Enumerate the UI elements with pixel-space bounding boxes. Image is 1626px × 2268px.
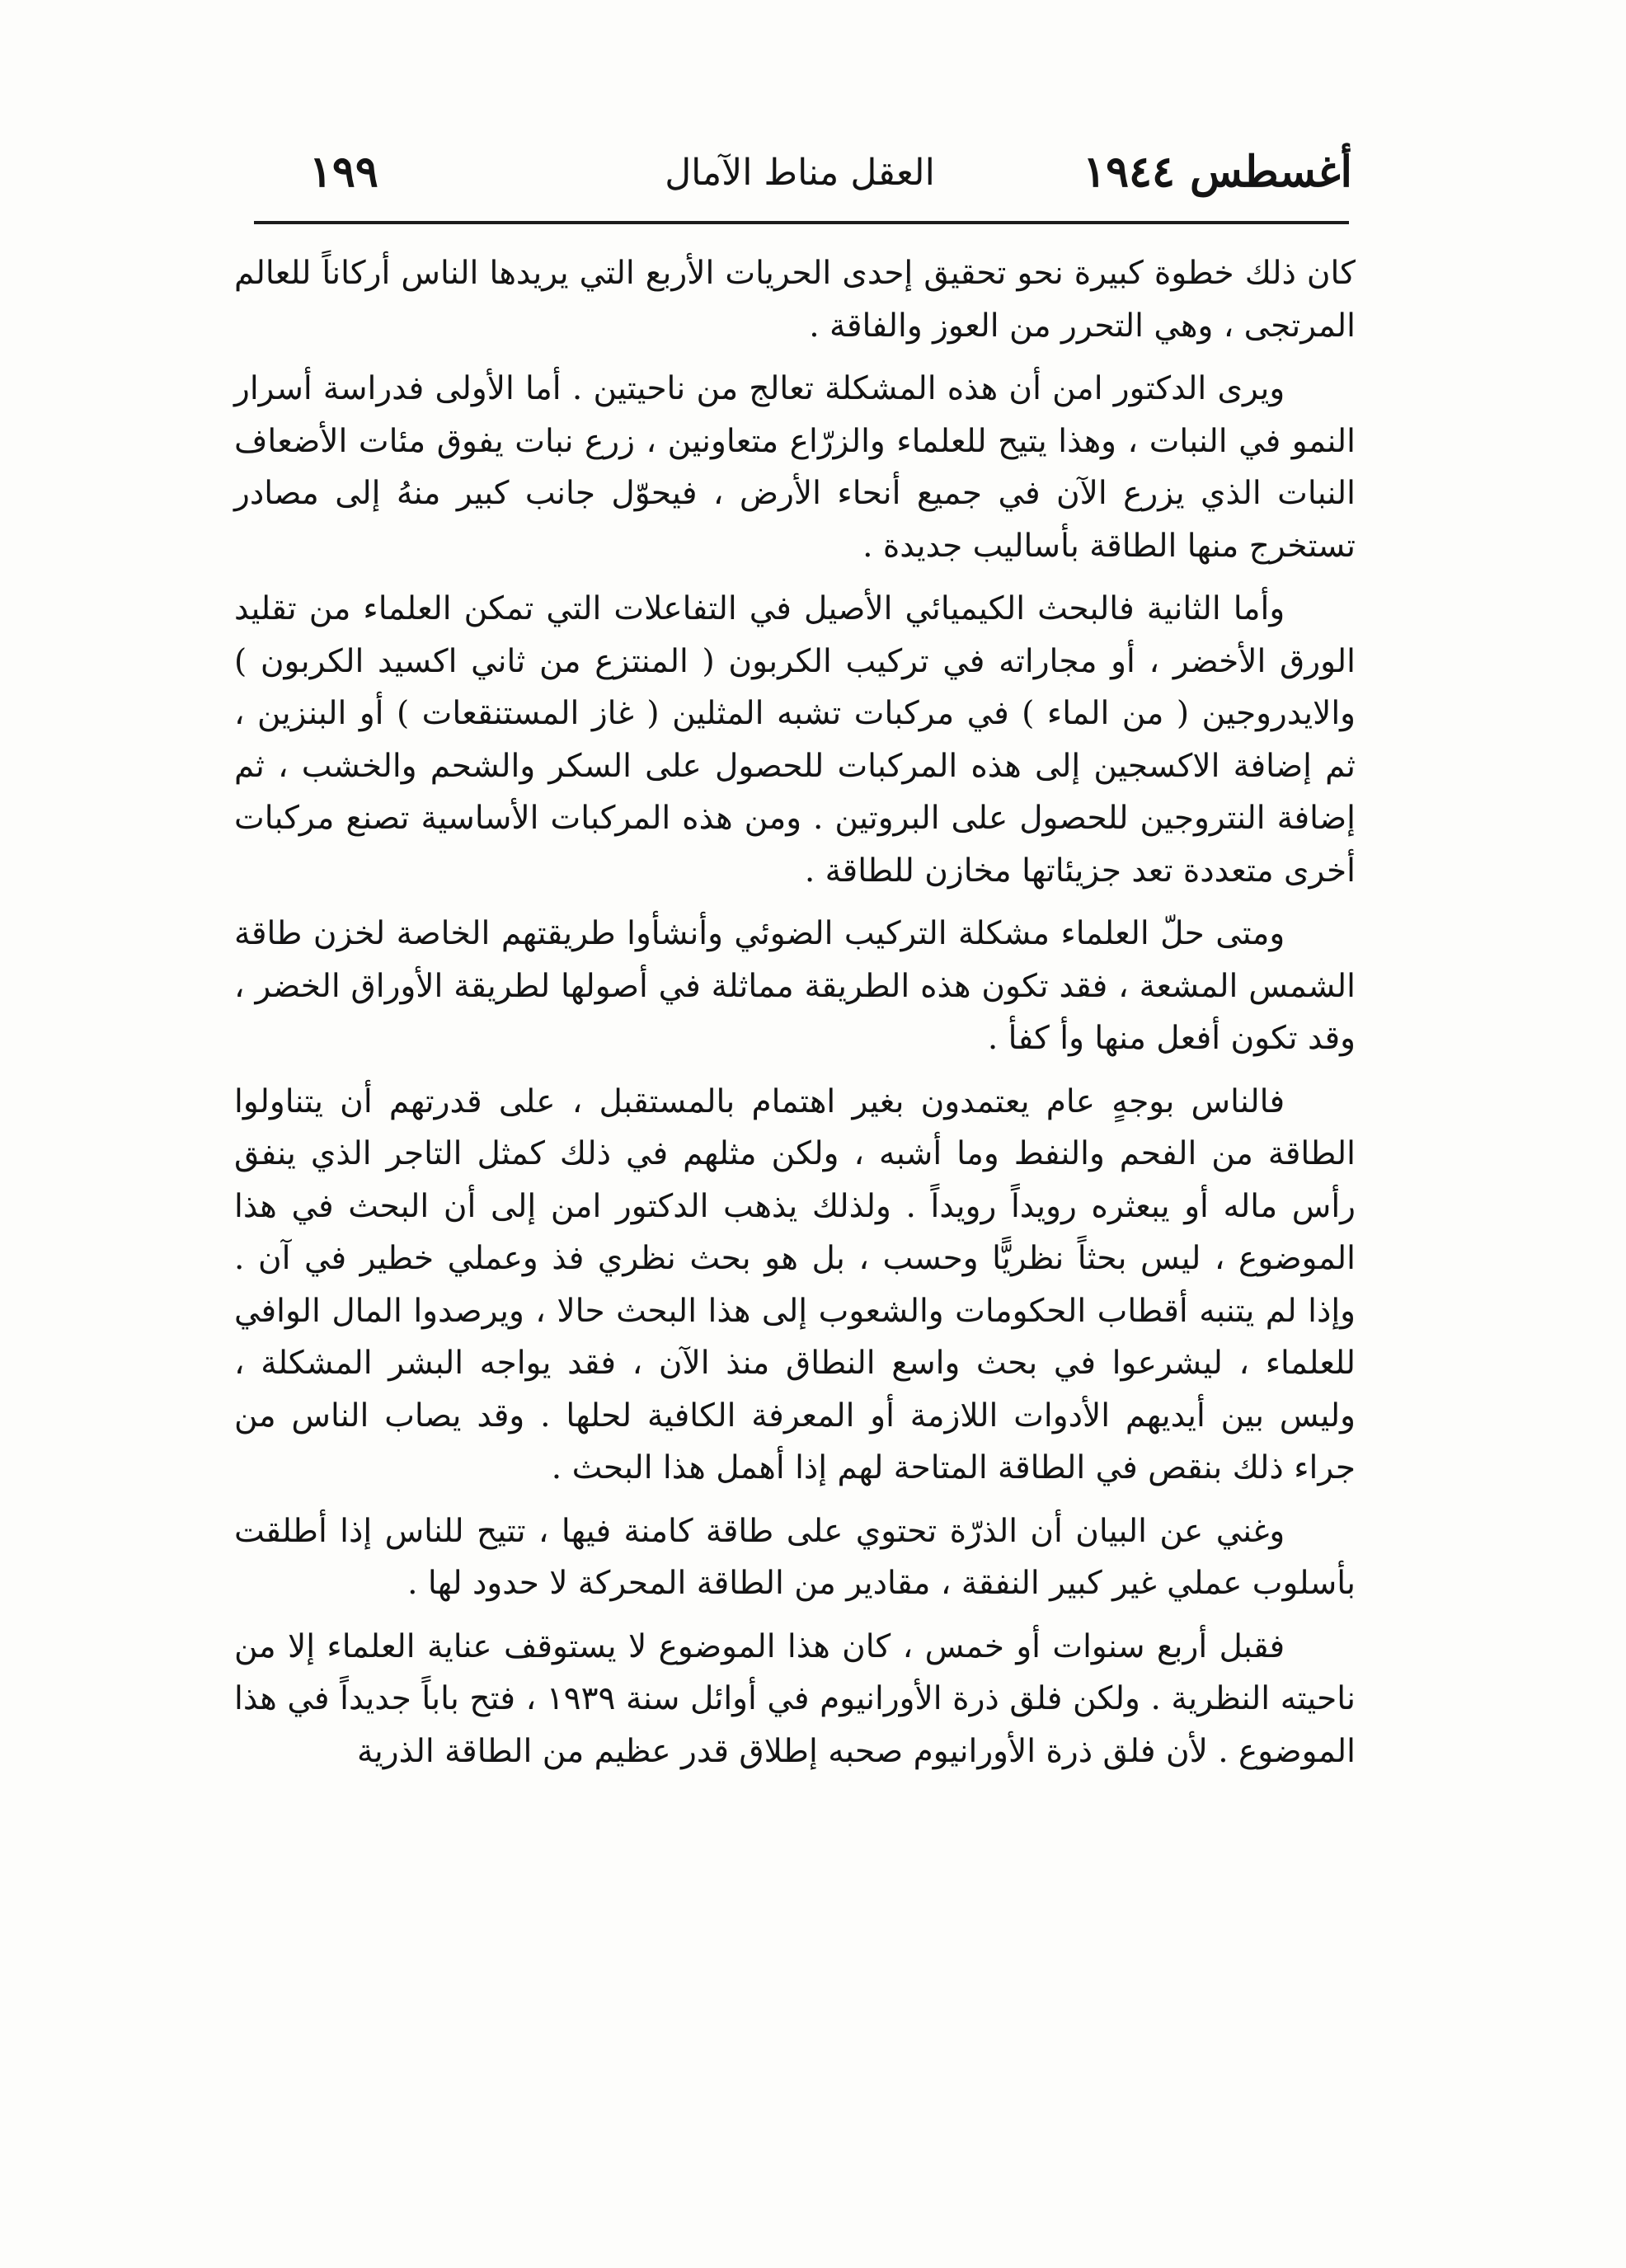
- header-title: العقل مناط الآمال: [665, 152, 935, 194]
- paragraph: كان ذلك خطوة كبيرة نحو تحقيق إحدى الحريات الأربع التي يريدها الناس أركاناً للعالم المرتجى ، وهي التحرر من العوز والفاقة .: [234, 255, 1356, 345]
- paragraph: فقبل أربع سنوات أو خمس ، كان هذا الموضوع لا يستوقف عناية العلماء إلا من ناحيته النظرية . ولكن فلق ذرة الأورانيوم في أوائل سنة ١٩٣٩ ، فتح باباً جديداً في هذا الموضوع . لأن فلق ذرة الأورانيوم صحبه إطلاق قدر عظيم من الطاقة الذرية: [234, 1627, 1356, 1770]
- header-date: أغسطس ١٩٤٤: [1083, 147, 1352, 197]
- page-number: ١٩٩: [309, 147, 378, 197]
- paragraph: ويرى الدكتور امن أن هذه المشكلة تعالج من ناحيتين . أما الأولى فدراسة أسرار النمو في النبات ، وهذا يتيح للعلماء والزرّاع متعاونين ، زرع نبات يفوق مئات الأضعاف النبات الذي يزرع الآن في جميع أنحاء الأرض ، فيحوّل جانب كبير منهُ إلى مصادر تستخرج منها الطاقة بأساليب جديدة .: [234, 370, 1356, 565]
- paragraph: وغني عن البيان أن الذرّة تحتوي على طاقة كامنة فيها ، تتيح للناس إذا أطلقت بأسلوب عملي غير كبير النفقة ، مقادير من الطاقة المحركة لا حدود لها .: [234, 1512, 1356, 1602]
- body-text: [234, 247, 1356, 1788]
- running-header: [247, 140, 1352, 214]
- paragraph: فالناس بوجهٍ عام يعتمدون بغير اهتمام بالمستقبل ، على قدرتهم أن يتناولوا الطاقة من الفحم والنفط وما أشبه ، ولكن مثلهم في ذلك كمثل التاجر الذي ينفق رأس ماله أو يبعثره رويداً رويداً . ولذلك يذهب الدكتور امن إلى أن البحث في هذا الموضوع ، ليس بحثاً نظريًّا وحسب ، بل هو بحث نظري فذ وعملي خطير في آن . وإذا لم يتنبه أقطاب الحكومات والشعوب إلى هذا البحث حالا ، ويرصدوا المال الوافي للعلماء ، ليشرعوا في بحث واسع النطاق منذ الآن ، فقد يواجه البشر المشكلة ، وليس بين أيديهم الأدوات اللازمة أو المعرفة الكافية لحلها . وقد يصاب الناس من جراء ذلك بنقص في الطاقة المتاحة لهم إذا أهمل هذا البحث .: [234, 1082, 1356, 1486]
- paragraph: وأما الثانية فالبحث الكيميائي الأصيل في التفاعلات التي تمكن العلماء من تقليد الورق الأخضر ، أو مجاراته في تركيب الكربون ( المنتزع من ثاني اكسيد الكربون ) والايدروجين ( من الماء ) في مركبات تشبه المثلين ( غاز المستنقعات ) أو البنزين ، ثم إضافة الاكسجين إلى هذه المركبات للحصول على السكر والشحم والخشب ، ثم إضافة النتروجين للحصول على البروتين . ومن هذه المركبات الأساسية تصنع مركبات أخرى متعددة تعد جزيئاتها مخازن للطاقة .: [234, 590, 1356, 890]
- header-rule: [254, 221, 1349, 224]
- paragraph: ومتى حلّ العلماء مشكلة التركيب الضوئي وأنشأوا طريقتهم الخاصة لخزن طاقة الشمس المشعة ، فقد تكون هذه الطريقة مماثلة في أصولها لطريقة الأوراق الخضر ، وقد تكون أفعل منها وأ كفأ .: [234, 915, 1356, 1057]
